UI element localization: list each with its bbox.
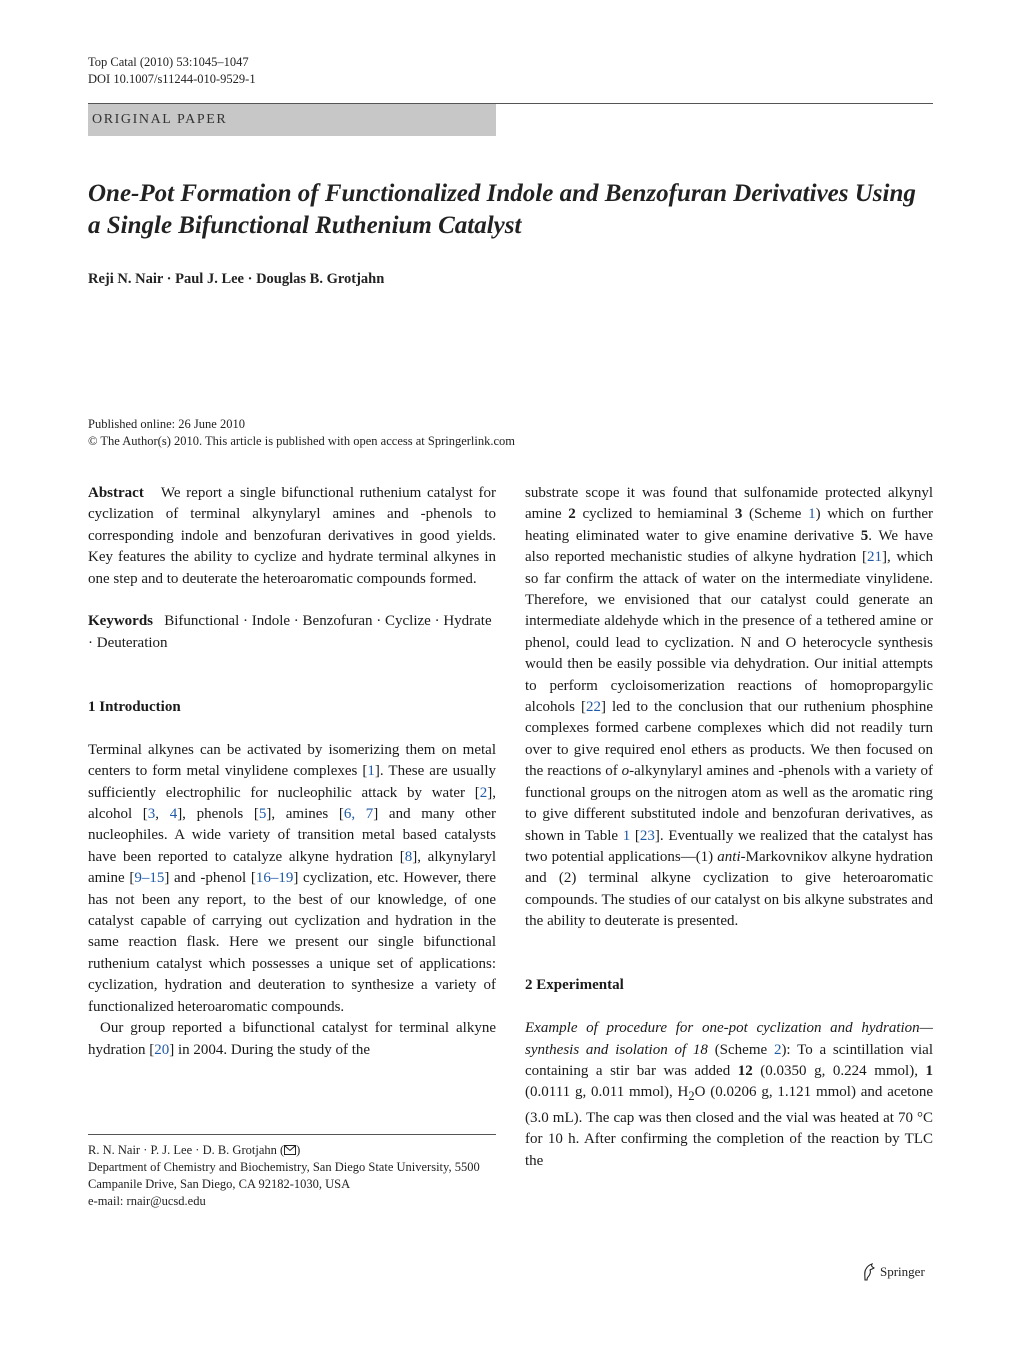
- citation-link[interactable]: 23: [639, 827, 655, 844]
- keywords: [88, 611, 496, 654]
- section-heading-introduction: 1 Introduction: [88, 699, 181, 716]
- footnote-email[interactable]: e-mail: rnair@ucsd.edu: [88, 1194, 206, 1208]
- abstract: [88, 483, 496, 590]
- keywords-text: Bifunctional · Indole · Benzofuran · Cyclize · Hydrate · Deuteration: [88, 613, 492, 651]
- citation-link[interactable]: 5: [258, 806, 267, 823]
- keywords-label: Keywords: [88, 613, 153, 630]
- citation-link[interactable]: 4: [169, 806, 178, 823]
- journal-header: [88, 54, 256, 88]
- citation-link[interactable]: 9–15: [134, 870, 165, 887]
- footnote-department: Department of Chemistry and Biochemistry, San Diego State University, 5500 Campanile Drive, San Diego, CA 92182-1030, USA: [88, 1160, 480, 1191]
- publication-info: [88, 416, 515, 450]
- citation-link[interactable]: 21: [866, 549, 882, 566]
- published-date: Published online: 26 June 2010: [88, 417, 245, 431]
- publisher-name: Springer: [880, 1264, 925, 1279]
- citation-link[interactable]: 8: [404, 848, 413, 865]
- citation-link[interactable]: 22: [585, 699, 601, 716]
- table-link[interactable]: 1: [622, 827, 631, 844]
- citation-link[interactable]: 3: [147, 806, 156, 823]
- section-heading-experimental: 2 Experimental: [525, 977, 624, 994]
- springer-horse-icon: [862, 1263, 876, 1281]
- article-type-label: ORIGINAL PAPER: [92, 112, 228, 127]
- citation-link[interactable]: 6, 7: [343, 806, 374, 823]
- article-type-badge: [88, 104, 496, 136]
- publisher-logo: [862, 1263, 925, 1281]
- citation-link[interactable]: 20: [154, 1041, 170, 1058]
- left-column: [88, 483, 496, 1061]
- footnote-rule: [88, 1134, 496, 1135]
- journal-citation: Top Catal (2010) 53:1045–1047: [88, 55, 249, 69]
- copyright-line: © The Author(s) 2010. This article is published with open access at Springerlink.com: [88, 434, 516, 448]
- abstract-label: Abstract: [88, 485, 144, 501]
- intro-paragraph-2: Our group reported a bifunctional catalyst for terminal alkyne hydration [20] in 2004. During the study of the: [88, 1020, 496, 1058]
- doi: DOI 10.1007/s11244-010-9529-1: [88, 72, 256, 86]
- right-column: [525, 483, 933, 1172]
- footnote-authors: R. N. Nair · P. J. Lee · D. B. Grotjahn ( ): [88, 1143, 301, 1157]
- citation-link[interactable]: 16–19: [255, 870, 294, 887]
- article-title: One-Pot Formation of Functionalized Indole and Benzofuran Derivatives Using a Single Bifunctional Ruthenium Catalyst: [88, 180, 916, 239]
- intro-paragraph-1: Terminal alkynes can be activated by isomerizing them on metal centers to form metal vinylidene complexes [1]. These are usually sufficiently electrophilic for nucleophilic attack by water [2], alcohol [3, 4], phenols [5], amines [6, 7] and many other nucleophiles. A wide variety of transition metal based catalysts have been reported to catalyze alkyne hydration [8], alkynylaryl amine [9–15] and -phenol [16–19] cyclization, etc. However, there has not been any report, to the best of our knowledge, of one catalyst capable of carrying out cyclization and hydration in the same reaction flask. Here we present our single bifunctional ruthenium catalyst which possesses a unique set of applications: cyclization, hydration and deuteration to synthesize a variety of functionalized heteroaromatic compounds.: [88, 741, 496, 1015]
- experimental-paragraph: Example of procedure for one-pot cyclization and hydration—synthesis and isolation of 18 (Scheme 2): To a scintillation vial containing a stir bar was added 12 (0.0350 g, 0.224 mmol), 1 (0.0111 g, 0.011 mmol), $H_2O$ (0.0206 g, 1.121 mmol) and acetone (3.0 mL). The cap was then closed and the vial was heated at 70 °C for 10 h. After confirming the completion of the reaction by TLC the: [525, 1020, 934, 1169]
- envelope-icon: [284, 1143, 296, 1153]
- intro-continued-paragraph: substrate scope it was found that sulfonamide protected alkynyl amine 2 cyclized to hemiaminal 3 (Scheme 1) which on further heating eliminated water to give enamine derivative 5. We have also reported mechanistic studies of alkyne hydration [21], which so far confirm the attack of water on the intermediate vinylidene. Therefore, we envisioned that our catalyst could generate an intermediate aldehyde which in the presence of a tethered amine or phenol, could lead to cyclization. N and O heterocycle synthesis would then be easily possible via dehydration. Our initial attempts to perform cycloisomerization reactions of homopropargylic alcohols [22] led to the conclusion that our ruthenium phosphine complexes formed carbene complexes which did not readily turn over to give required enol ethers as products. We then focused on the reactions of o-alkynylaryl amines and -phenols with a variety of functional groups on the nitrogen atom as well as the aromatic ring to give different substituted indole and benzofuran derivatives, as shown in Table 1 [23]. Eventually we realized that the catalyst has two potential applications—(1) anti-Markovnikov alkyne hydration and (2) terminal alkyne cyclization to give heteroaromatic compounds. The studies of our catalyst on bis alkyne substrates and the ability to deuterate is presented.: [525, 485, 934, 930]
- citation-link[interactable]: 1: [367, 763, 375, 780]
- scheme-link[interactable]: 1: [808, 506, 816, 523]
- author-list: Reji N. Nair · Paul J. Lee · Douglas B. Grotjahn: [88, 271, 385, 287]
- author-footnote: [88, 1142, 496, 1210]
- scheme-link[interactable]: 2: [773, 1041, 782, 1058]
- citation-link[interactable]: 2: [479, 784, 488, 801]
- abstract-text: We report a single bifunctional ruthenium catalyst for cyclization of terminal alkynylaryl amines and -phenols to corresponding indole and benzofuran derivatives in good yields. Key features the ability to cyclize and hydrate terminal alkynes in one step and to deuterate the heteroaromatic compounds formed.: [88, 485, 497, 587]
